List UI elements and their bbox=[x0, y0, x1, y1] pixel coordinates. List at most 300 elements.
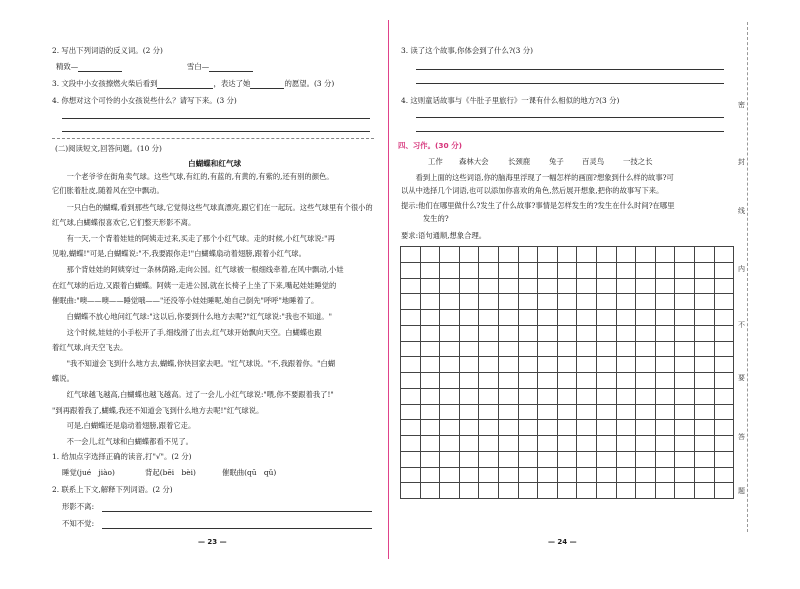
passage-line: 不一会儿,红气球和白蝴蝶都看不见了。 bbox=[52, 437, 193, 446]
grid-cell[interactable] bbox=[675, 294, 695, 310]
grid-cell[interactable] bbox=[479, 468, 499, 484]
grid-cell[interactable] bbox=[636, 310, 656, 326]
grid-cell[interactable] bbox=[538, 342, 558, 358]
grid-cell[interactable] bbox=[675, 326, 695, 342]
grid-cell[interactable] bbox=[695, 405, 715, 421]
grid-cell[interactable] bbox=[558, 483, 578, 499]
grid-cell[interactable] bbox=[440, 294, 460, 310]
grid-cell[interactable] bbox=[695, 326, 715, 342]
pinyin-item[interactable]: 睡觉(jué jiào) bbox=[62, 468, 115, 477]
grid-cell[interactable] bbox=[499, 420, 519, 436]
grid-cell[interactable] bbox=[636, 420, 656, 436]
grid-cell[interactable] bbox=[499, 357, 519, 373]
grid-cell[interactable] bbox=[479, 310, 499, 326]
grid-cell[interactable] bbox=[597, 436, 617, 452]
grid-cell[interactable] bbox=[460, 483, 480, 499]
grid-cell[interactable] bbox=[597, 468, 617, 484]
grid-cell[interactable] bbox=[558, 420, 578, 436]
grid-cell[interactable] bbox=[499, 436, 519, 452]
grid-cell[interactable] bbox=[558, 405, 578, 421]
grid-cell[interactable] bbox=[597, 420, 617, 436]
grid-cell[interactable] bbox=[715, 279, 735, 295]
grid-cell[interactable] bbox=[519, 279, 539, 295]
grid-cell[interactable] bbox=[460, 247, 480, 263]
grid-cell[interactable] bbox=[577, 452, 597, 468]
grid-cell[interactable] bbox=[421, 263, 441, 279]
grid-cell[interactable] bbox=[617, 326, 637, 342]
grid-cell[interactable] bbox=[715, 294, 735, 310]
grid-cell[interactable] bbox=[421, 310, 441, 326]
grid-cell[interactable] bbox=[558, 342, 578, 358]
grid-cell[interactable] bbox=[715, 263, 735, 279]
grid-cell[interactable] bbox=[479, 483, 499, 499]
answer-line[interactable] bbox=[416, 83, 724, 84]
grid-cell[interactable] bbox=[519, 294, 539, 310]
grid-cell[interactable] bbox=[577, 342, 597, 358]
grid-cell[interactable] bbox=[617, 342, 637, 358]
grid-cell[interactable] bbox=[421, 468, 441, 484]
grid-cell[interactable] bbox=[558, 468, 578, 484]
grid-cell[interactable] bbox=[538, 326, 558, 342]
grid-cell[interactable] bbox=[440, 468, 460, 484]
grid-cell[interactable] bbox=[401, 468, 421, 484]
grid-cell[interactable] bbox=[401, 373, 421, 389]
grid-cell[interactable] bbox=[656, 263, 676, 279]
grid-cell[interactable] bbox=[401, 263, 421, 279]
grid-cell[interactable] bbox=[715, 326, 735, 342]
grid-cell[interactable] bbox=[675, 436, 695, 452]
grid-cell[interactable] bbox=[617, 263, 637, 279]
antonym-a-label: 精致— bbox=[56, 62, 79, 71]
grid-cell[interactable] bbox=[656, 405, 676, 421]
page-number-left: — 23 — bbox=[198, 538, 227, 546]
grid-cell[interactable] bbox=[715, 310, 735, 326]
grid-cell[interactable] bbox=[460, 294, 480, 310]
grid-cell[interactable] bbox=[617, 373, 637, 389]
passage-line: 催眠曲:"噢——噢——睡觉哦——"还没等小娃娃睡呢,她自己倒先"呼呼"地睡着了。 bbox=[52, 296, 319, 305]
grid-cell[interactable] bbox=[636, 373, 656, 389]
grid-cell[interactable] bbox=[558, 310, 578, 326]
grid-cell[interactable] bbox=[636, 389, 656, 405]
grid-cell[interactable] bbox=[577, 263, 597, 279]
grid-cell[interactable] bbox=[401, 436, 421, 452]
grid-cell[interactable] bbox=[479, 452, 499, 468]
grid-cell[interactable] bbox=[519, 326, 539, 342]
grid-cell[interactable] bbox=[421, 279, 441, 295]
grid-cell[interactable] bbox=[675, 468, 695, 484]
q3-blank-2[interactable] bbox=[250, 81, 284, 89]
grid-cell[interactable] bbox=[656, 420, 676, 436]
grid-cell[interactable] bbox=[675, 483, 695, 499]
grid-cell[interactable] bbox=[479, 279, 499, 295]
seal-char: 不 bbox=[738, 321, 745, 329]
grid-cell[interactable] bbox=[577, 405, 597, 421]
grid-cell[interactable] bbox=[636, 247, 656, 263]
grid-cell[interactable] bbox=[499, 263, 519, 279]
grid-cell[interactable] bbox=[715, 373, 735, 389]
grid-cell[interactable] bbox=[538, 279, 558, 295]
grid-cell[interactable] bbox=[479, 357, 499, 373]
answer-line[interactable] bbox=[416, 69, 724, 70]
q3-row bbox=[52, 79, 334, 89]
grid-cell[interactable] bbox=[440, 357, 460, 373]
grid-cell[interactable] bbox=[519, 247, 539, 263]
grid-cell[interactable] bbox=[538, 436, 558, 452]
grid-cell[interactable] bbox=[656, 483, 676, 499]
grid-cell[interactable] bbox=[421, 342, 441, 358]
grid-cell[interactable] bbox=[519, 310, 539, 326]
grid-cell[interactable] bbox=[656, 326, 676, 342]
grid-cell[interactable] bbox=[656, 357, 676, 373]
grid-cell[interactable] bbox=[460, 279, 480, 295]
passage-line: 红气球,白蝴蝶很喜欢它,它们整天形影不离。 bbox=[52, 218, 196, 227]
answer-line[interactable] bbox=[102, 511, 372, 512]
grid-cell[interactable] bbox=[715, 468, 735, 484]
grid-cell[interactable] bbox=[421, 452, 441, 468]
grid-cell[interactable] bbox=[460, 468, 480, 484]
grid-cell[interactable] bbox=[401, 420, 421, 436]
grid-cell[interactable] bbox=[617, 279, 637, 295]
grid-cell[interactable] bbox=[440, 263, 460, 279]
word-item: 长颈鹿 bbox=[508, 157, 531, 166]
grid-cell[interactable] bbox=[401, 326, 421, 342]
grid-cell[interactable] bbox=[519, 357, 539, 373]
grid-cell[interactable] bbox=[421, 405, 441, 421]
grid-cell[interactable] bbox=[519, 389, 539, 405]
grid-cell[interactable] bbox=[577, 436, 597, 452]
grid-cell[interactable] bbox=[460, 326, 480, 342]
grid-cell[interactable] bbox=[401, 247, 421, 263]
grid-cell[interactable] bbox=[617, 468, 637, 484]
grid-cell[interactable] bbox=[479, 420, 499, 436]
grid-cell[interactable] bbox=[675, 389, 695, 405]
grid-cell[interactable] bbox=[577, 326, 597, 342]
grid-cell[interactable] bbox=[675, 420, 695, 436]
grid-cell[interactable] bbox=[401, 357, 421, 373]
grid-cell[interactable] bbox=[421, 389, 441, 405]
grid-cell[interactable] bbox=[695, 452, 715, 468]
grid-cell[interactable] bbox=[695, 483, 715, 499]
grid-cell[interactable] bbox=[519, 483, 539, 499]
grid-cell[interactable] bbox=[479, 373, 499, 389]
grid-cell[interactable] bbox=[499, 247, 519, 263]
grid-cell[interactable] bbox=[460, 420, 480, 436]
grid-cell[interactable] bbox=[538, 247, 558, 263]
grid-cell[interactable] bbox=[695, 436, 715, 452]
grid-cell[interactable] bbox=[499, 389, 519, 405]
grid-cell[interactable] bbox=[597, 247, 617, 263]
grid-cell[interactable] bbox=[597, 357, 617, 373]
grid-cell[interactable] bbox=[597, 452, 617, 468]
grid-cell[interactable] bbox=[460, 389, 480, 405]
grid-cell[interactable] bbox=[421, 373, 441, 389]
grid-cell[interactable] bbox=[617, 310, 637, 326]
grid-cell[interactable] bbox=[656, 342, 676, 358]
grid-cell[interactable] bbox=[617, 294, 637, 310]
grid-cell[interactable] bbox=[440, 452, 460, 468]
grid-cell[interactable] bbox=[577, 373, 597, 389]
grid-cell[interactable] bbox=[499, 294, 519, 310]
grid-cell[interactable] bbox=[519, 420, 539, 436]
antonym-a-blank[interactable] bbox=[78, 64, 122, 72]
grid-cell[interactable] bbox=[519, 342, 539, 358]
grid-cell[interactable] bbox=[401, 310, 421, 326]
grid-cell[interactable] bbox=[460, 373, 480, 389]
grid-cell[interactable] bbox=[440, 405, 460, 421]
grid-cell[interactable] bbox=[421, 420, 441, 436]
grid-cell[interactable] bbox=[421, 436, 441, 452]
grid-cell[interactable] bbox=[401, 279, 421, 295]
grid-cell[interactable] bbox=[675, 405, 695, 421]
grid-cell[interactable] bbox=[675, 247, 695, 263]
grid-cell[interactable] bbox=[460, 263, 480, 279]
grid-cell[interactable] bbox=[440, 247, 460, 263]
grid-cell[interactable] bbox=[499, 468, 519, 484]
grid-cell[interactable] bbox=[421, 294, 441, 310]
grid-cell[interactable] bbox=[538, 389, 558, 405]
grid-cell[interactable] bbox=[636, 342, 656, 358]
grid-cell[interactable] bbox=[440, 373, 460, 389]
grid-cell[interactable] bbox=[499, 483, 519, 499]
grid-cell[interactable] bbox=[656, 247, 676, 263]
word-item: 一技之长 bbox=[623, 157, 653, 166]
grid-cell[interactable] bbox=[715, 342, 735, 358]
grid-cell[interactable] bbox=[519, 436, 539, 452]
grid-cell[interactable] bbox=[421, 357, 441, 373]
grid-cell[interactable] bbox=[401, 405, 421, 421]
answer-line[interactable] bbox=[102, 528, 372, 529]
grid-cell[interactable] bbox=[519, 452, 539, 468]
grid-cell[interactable] bbox=[499, 310, 519, 326]
grid-cell[interactable] bbox=[401, 342, 421, 358]
grid-cell[interactable] bbox=[695, 279, 715, 295]
grid-cell[interactable] bbox=[695, 389, 715, 405]
grid-cell[interactable] bbox=[499, 342, 519, 358]
answer-line[interactable] bbox=[416, 117, 724, 118]
grid-cell[interactable] bbox=[597, 373, 617, 389]
grid-cell[interactable] bbox=[695, 263, 715, 279]
grid-cell[interactable] bbox=[401, 452, 421, 468]
grid-cell[interactable] bbox=[577, 357, 597, 373]
essay-grid[interactable] bbox=[400, 246, 734, 499]
grid-cell[interactable] bbox=[558, 263, 578, 279]
grid-cell[interactable] bbox=[675, 279, 695, 295]
term-a: 形影不离: bbox=[62, 502, 95, 511]
grid-cell[interactable] bbox=[479, 326, 499, 342]
answer-line[interactable] bbox=[416, 131, 724, 132]
grid-cell[interactable] bbox=[695, 247, 715, 263]
grid-cell[interactable] bbox=[460, 436, 480, 452]
grid-cell[interactable] bbox=[656, 279, 676, 295]
grid-cell[interactable] bbox=[636, 483, 656, 499]
grid-cell[interactable] bbox=[636, 326, 656, 342]
grid-cell[interactable] bbox=[558, 436, 578, 452]
grid-cell[interactable] bbox=[479, 247, 499, 263]
grid-cell[interactable] bbox=[577, 420, 597, 436]
grid-cell[interactable] bbox=[460, 310, 480, 326]
grid-cell[interactable] bbox=[440, 279, 460, 295]
grid-cell[interactable] bbox=[675, 357, 695, 373]
grid-cell[interactable] bbox=[715, 436, 735, 452]
grid-cell[interactable] bbox=[597, 310, 617, 326]
grid-cell[interactable] bbox=[656, 389, 676, 405]
grid-cell[interactable] bbox=[636, 357, 656, 373]
grid-cell[interactable] bbox=[617, 483, 637, 499]
grid-cell[interactable] bbox=[440, 420, 460, 436]
grid-cell[interactable] bbox=[675, 452, 695, 468]
grid-cell[interactable] bbox=[479, 405, 499, 421]
grid-cell[interactable] bbox=[479, 263, 499, 279]
grid-cell[interactable] bbox=[538, 294, 558, 310]
pinyin-item[interactable]: 催眠曲(qū qǔ) bbox=[222, 468, 277, 477]
grid-cell[interactable] bbox=[538, 310, 558, 326]
grid-cell[interactable] bbox=[695, 310, 715, 326]
grid-cell[interactable] bbox=[675, 263, 695, 279]
grid-cell[interactable] bbox=[401, 483, 421, 499]
grid-cell[interactable] bbox=[440, 326, 460, 342]
grid-cell[interactable] bbox=[538, 420, 558, 436]
grid-cell[interactable] bbox=[440, 389, 460, 405]
pinyin-item[interactable]: 背起(bēi bèi) bbox=[145, 468, 196, 477]
grid-cell[interactable] bbox=[499, 326, 519, 342]
grid-cell[interactable] bbox=[715, 357, 735, 373]
grid-cell[interactable] bbox=[656, 436, 676, 452]
grid-cell[interactable] bbox=[597, 326, 617, 342]
grid-cell[interactable] bbox=[558, 357, 578, 373]
grid-cell[interactable] bbox=[597, 342, 617, 358]
grid-cell[interactable] bbox=[695, 342, 715, 358]
passage-line: 见啦,蝴蝶!"可是,白蝴蝶说:"不,我要跟你走!"白蝴蝶扇动着翅膀,跟着小红气球。 bbox=[52, 249, 306, 258]
grid-cell[interactable] bbox=[715, 452, 735, 468]
grid-cell[interactable] bbox=[656, 468, 676, 484]
grid-cell[interactable] bbox=[538, 483, 558, 499]
grid-cell[interactable] bbox=[519, 405, 539, 421]
grid-cell[interactable] bbox=[617, 405, 637, 421]
grid-cell[interactable] bbox=[538, 357, 558, 373]
antonym-b-blank[interactable] bbox=[209, 64, 253, 72]
grid-cell[interactable] bbox=[617, 247, 637, 263]
grid-cell[interactable] bbox=[558, 389, 578, 405]
grid-cell[interactable] bbox=[715, 247, 735, 263]
grid-cell[interactable] bbox=[577, 279, 597, 295]
grid-cell[interactable] bbox=[499, 373, 519, 389]
grid-cell[interactable] bbox=[597, 263, 617, 279]
grid-cell[interactable] bbox=[577, 389, 597, 405]
grid-cell[interactable] bbox=[440, 436, 460, 452]
grid-cell[interactable] bbox=[636, 452, 656, 468]
grid-cell[interactable] bbox=[421, 483, 441, 499]
grid-cell[interactable] bbox=[617, 389, 637, 405]
grid-cell[interactable] bbox=[519, 468, 539, 484]
grid-cell[interactable] bbox=[636, 468, 656, 484]
answer-line[interactable] bbox=[62, 118, 370, 119]
grid-cell[interactable] bbox=[636, 279, 656, 295]
grid-cell[interactable] bbox=[499, 452, 519, 468]
grid-cell[interactable] bbox=[538, 452, 558, 468]
grid-cell[interactable] bbox=[577, 483, 597, 499]
q3-blank-1[interactable] bbox=[157, 81, 213, 89]
grid-cell[interactable] bbox=[538, 263, 558, 279]
grid-cell[interactable] bbox=[597, 294, 617, 310]
grid-cell[interactable] bbox=[558, 452, 578, 468]
grid-cell[interactable] bbox=[499, 405, 519, 421]
grid-cell[interactable] bbox=[499, 279, 519, 295]
grid-cell[interactable] bbox=[715, 483, 735, 499]
grid-cell[interactable] bbox=[538, 373, 558, 389]
grid-cell[interactable] bbox=[617, 436, 637, 452]
grid-cell[interactable] bbox=[656, 452, 676, 468]
grid-cell[interactable] bbox=[715, 420, 735, 436]
grid-cell[interactable] bbox=[577, 247, 597, 263]
grid-cell[interactable] bbox=[617, 420, 637, 436]
grid-cell[interactable] bbox=[636, 405, 656, 421]
grid-cell[interactable] bbox=[695, 373, 715, 389]
grid-cell[interactable] bbox=[695, 420, 715, 436]
grid-cell[interactable] bbox=[460, 452, 480, 468]
grid-cell[interactable] bbox=[421, 326, 441, 342]
grid-cell[interactable] bbox=[656, 373, 676, 389]
grid-cell[interactable] bbox=[479, 389, 499, 405]
grid-cell[interactable] bbox=[636, 436, 656, 452]
grid-cell[interactable] bbox=[558, 279, 578, 295]
grid-cell[interactable] bbox=[617, 357, 637, 373]
grid-cell[interactable] bbox=[440, 483, 460, 499]
grid-cell[interactable] bbox=[538, 468, 558, 484]
answer-line[interactable] bbox=[62, 131, 370, 132]
grid-cell[interactable] bbox=[440, 310, 460, 326]
grid-cell[interactable] bbox=[440, 342, 460, 358]
grid-cell[interactable] bbox=[479, 436, 499, 452]
grid-cell[interactable] bbox=[597, 483, 617, 499]
grid-cell[interactable] bbox=[636, 263, 656, 279]
grid-cell[interactable] bbox=[617, 452, 637, 468]
grid-cell[interactable] bbox=[715, 389, 735, 405]
grid-cell[interactable] bbox=[715, 405, 735, 421]
grid-cell[interactable] bbox=[460, 342, 480, 358]
grid-cell[interactable] bbox=[558, 247, 578, 263]
grid-cell[interactable] bbox=[519, 263, 539, 279]
grid-cell[interactable] bbox=[558, 294, 578, 310]
grid-cell[interactable] bbox=[577, 468, 597, 484]
grid-cell[interactable] bbox=[597, 405, 617, 421]
grid-cell[interactable] bbox=[401, 389, 421, 405]
grid-cell[interactable] bbox=[636, 294, 656, 310]
grid-cell[interactable] bbox=[519, 373, 539, 389]
grid-cell[interactable] bbox=[675, 373, 695, 389]
grid-cell[interactable] bbox=[656, 310, 676, 326]
grid-cell[interactable] bbox=[597, 279, 617, 295]
grid-cell[interactable] bbox=[656, 294, 676, 310]
grid-cell[interactable] bbox=[577, 294, 597, 310]
grid-cell[interactable] bbox=[460, 357, 480, 373]
grid-cell[interactable] bbox=[695, 468, 715, 484]
grid-cell[interactable] bbox=[479, 294, 499, 310]
grid-cell[interactable] bbox=[597, 389, 617, 405]
grid-cell[interactable] bbox=[577, 310, 597, 326]
grid-cell[interactable] bbox=[401, 294, 421, 310]
grid-cell[interactable] bbox=[558, 373, 578, 389]
grid-cell[interactable] bbox=[558, 326, 578, 342]
grid-cell[interactable] bbox=[675, 342, 695, 358]
grid-cell[interactable] bbox=[479, 342, 499, 358]
grid-cell[interactable] bbox=[695, 294, 715, 310]
q1-text: 1. 给加点字选择正确的读音,打"√"。(2 分) bbox=[52, 452, 192, 461]
grid-cell[interactable] bbox=[675, 310, 695, 326]
grid-cell[interactable] bbox=[460, 405, 480, 421]
grid-cell[interactable] bbox=[421, 247, 441, 263]
grid-cell[interactable] bbox=[538, 405, 558, 421]
grid-cell[interactable] bbox=[695, 357, 715, 373]
